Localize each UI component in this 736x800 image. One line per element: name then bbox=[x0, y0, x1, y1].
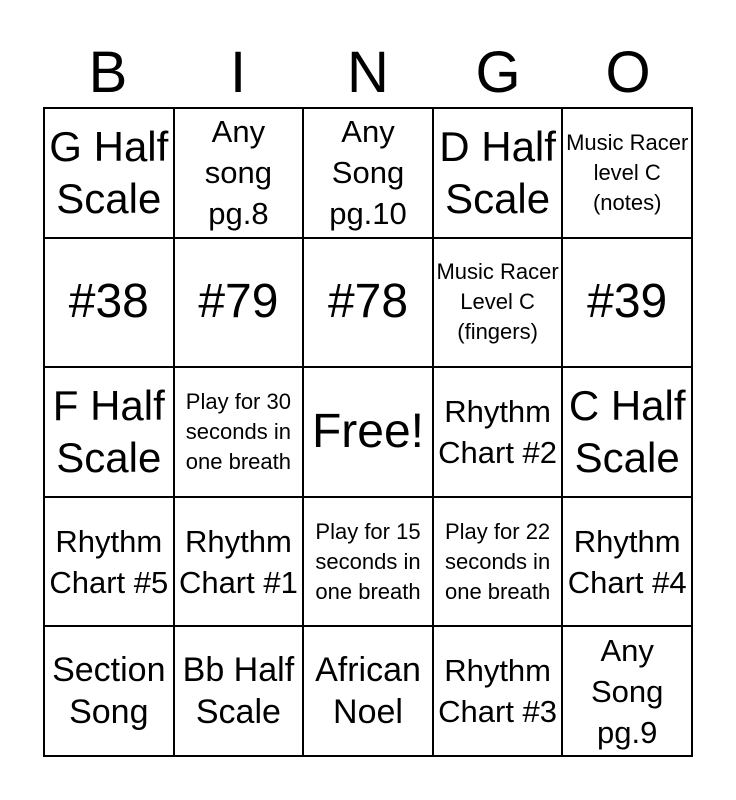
bingo-cell[interactable] bbox=[174, 108, 304, 238]
bingo-cell[interactable] bbox=[44, 108, 174, 238]
bingo-cell[interactable] bbox=[303, 497, 433, 627]
cell-text: Rhythm Chart #1 bbox=[178, 523, 298, 600]
cell-text: Section Song bbox=[52, 651, 166, 732]
cell-text: Rhythm Chart #3 bbox=[438, 653, 558, 730]
cell-text: #39 bbox=[587, 275, 668, 329]
cell-text: G Half Scale bbox=[49, 122, 169, 222]
bingo-cell[interactable] bbox=[433, 238, 563, 368]
bingo-cell[interactable] bbox=[303, 108, 433, 238]
bingo-header bbox=[43, 40, 693, 106]
free-space[interactable] bbox=[303, 367, 433, 497]
bingo-cell[interactable] bbox=[174, 238, 304, 368]
header-letter-o: O bbox=[605, 40, 651, 105]
cell-text: C Half Scale bbox=[568, 381, 686, 481]
bingo-cell[interactable] bbox=[433, 108, 563, 238]
cell-text: Free! bbox=[311, 404, 424, 458]
header-letter-n: N bbox=[347, 40, 389, 105]
bingo-cell[interactable] bbox=[433, 367, 563, 497]
bingo-cell[interactable] bbox=[433, 626, 563, 756]
bingo-cell[interactable] bbox=[303, 626, 433, 756]
bingo-cell[interactable] bbox=[44, 626, 174, 756]
cell-text: #78 bbox=[327, 275, 409, 329]
bingo-board bbox=[43, 107, 693, 757]
cell-text: Bb Half Scale bbox=[182, 651, 295, 732]
bingo-cell[interactable] bbox=[174, 367, 304, 497]
cell-text: Any song pg.8 bbox=[204, 114, 272, 232]
bingo-cell[interactable] bbox=[562, 238, 692, 368]
cell-text: Music Racer Level C (fingers) bbox=[436, 259, 559, 345]
bingo-cell[interactable] bbox=[174, 497, 304, 627]
cell-text: #38 bbox=[68, 275, 149, 329]
cell-text: Play for 30 seconds in one breath bbox=[185, 388, 291, 474]
header-letter-g: G bbox=[475, 40, 521, 105]
cell-text: Any Song pg.9 bbox=[590, 632, 664, 750]
bingo-cell[interactable] bbox=[303, 238, 433, 368]
bingo-cell[interactable] bbox=[562, 367, 692, 497]
bingo-cell[interactable] bbox=[44, 497, 174, 627]
bingo-cell[interactable] bbox=[433, 497, 563, 627]
cell-text: F Half Scale bbox=[52, 381, 165, 481]
bingo-cell[interactable] bbox=[174, 626, 304, 756]
bingo-cell[interactable] bbox=[44, 367, 174, 497]
bingo-cell[interactable] bbox=[562, 626, 692, 756]
header-letter-i: I bbox=[229, 40, 247, 105]
bingo-cell[interactable] bbox=[44, 238, 174, 368]
cell-text: #79 bbox=[198, 275, 279, 329]
cell-text: Music Racer level C (notes) bbox=[566, 129, 689, 215]
header-letter-b: B bbox=[88, 40, 128, 105]
bingo-cell[interactable] bbox=[562, 108, 692, 238]
cell-text: Play for 15 seconds in one breath bbox=[315, 518, 421, 604]
cell-text: Rhythm Chart #5 bbox=[49, 523, 169, 600]
cell-text: Rhythm Chart #4 bbox=[567, 523, 687, 600]
cell-text: Play for 22 seconds in one breath bbox=[444, 518, 551, 604]
cell-text: Any Song pg.10 bbox=[329, 114, 407, 232]
cell-text: Rhythm Chart #2 bbox=[438, 393, 558, 470]
cell-text: African Noel bbox=[315, 651, 421, 732]
bingo-cell[interactable] bbox=[562, 497, 692, 627]
cell-text: D Half Scale bbox=[439, 122, 556, 222]
